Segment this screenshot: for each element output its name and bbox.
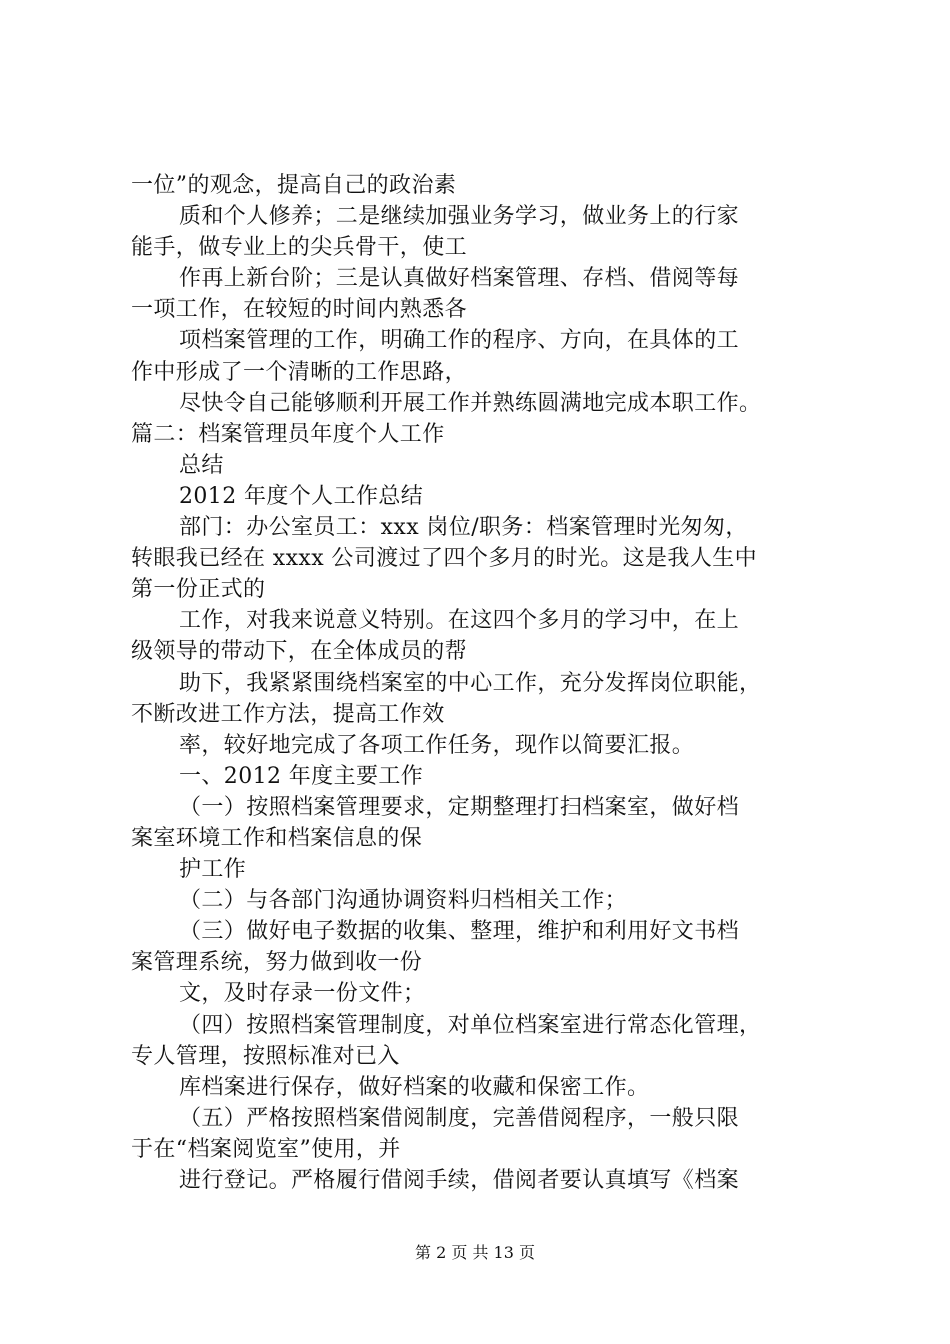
text-line: （四）按照档案管理制度，对单位档案室进行常态化管理，: [179, 1012, 762, 1038]
text-line: 文，及时存录一份文件；: [179, 981, 426, 1007]
text-line: 项档案管理的工作，明确工作的程序、方向，在具体的工: [179, 328, 740, 354]
text-line: 作再上新台阶；三是认真做好档案管理、存档、借阅等每: [179, 266, 740, 292]
text-line: 篇二：档案管理员年度个人工作: [131, 421, 445, 447]
text-line: 工作，对我来说意义特别。在这四个多月的学习中，在上: [179, 608, 740, 634]
text-line: 一、2012 年度主要工作: [179, 763, 424, 789]
text-line: 转眼我已经在 xxxx 公司渡过了四个多月的时光。这是我人生中: [131, 546, 758, 572]
text-line: 总结: [179, 452, 224, 478]
text-line: （五）严格按照档案借阅制度，完善借阅程序，一般只限: [179, 1105, 740, 1131]
document-body: [131, 170, 841, 1196]
text-line: 一项工作，在较短的时间内熟悉各: [131, 297, 468, 323]
text-line: 率，较好地完成了各项工作任务，现作以简要汇报。: [179, 732, 695, 758]
text-line: （三）做好电子数据的收集、整理，维护和利用好文书档: [179, 919, 740, 945]
text-line: 2012 年度个人工作总结: [179, 483, 424, 509]
text-line: 进行登记。严格履行借阅手续，借阅者要认真填写《档案: [179, 1168, 740, 1193]
text-line: 于在“档案阅览室”使用，并: [131, 1136, 401, 1162]
text-line: 级领导的带动下，在全体成员的帮: [131, 639, 468, 665]
text-line: 助下，我紧紧围绕档案室的中心工作，充分发挥岗位职能，: [179, 670, 762, 696]
text-line: 能手，做专业上的尖兵骨干，使工: [131, 235, 468, 261]
text-line: 护工作: [179, 857, 247, 883]
text-line: 第一份正式的: [131, 577, 266, 603]
text-line: （一）按照档案管理要求，定期整理打扫档案室，做好档: [179, 794, 740, 820]
text-line: 专人管理，按照标准对已入: [131, 1043, 400, 1069]
text-line: 质和个人修养；二是继续加强业务学习，做业务上的行家: [179, 204, 740, 230]
text-line: 部门：办公室员工：xxx 岗位/职务：档案管理时光匆匆，: [179, 515, 748, 541]
text-line: 一位”的观念，提高自己的政治素: [131, 173, 457, 198]
text-line: （二）与各部门沟通协调资料归档相关工作；: [179, 888, 628, 914]
text-line: 作中形成了一个清晰的工作思路，: [131, 359, 468, 385]
text-line: 库档案进行保存，做好档案的收藏和保密工作。: [179, 1074, 650, 1100]
text-line: 尽快令自己能够顺利开展工作并熟练圆满地完成本职工作。: [179, 390, 762, 416]
text-line: 不断改进工作方法，提高工作效: [131, 701, 445, 727]
page-footer: 第 2 页 共 13 页: [415, 1243, 535, 1262]
text-line: 案室环境工作和档案信息的保: [131, 825, 423, 851]
text-line: 案管理系统，努力做到收一份: [131, 950, 423, 976]
